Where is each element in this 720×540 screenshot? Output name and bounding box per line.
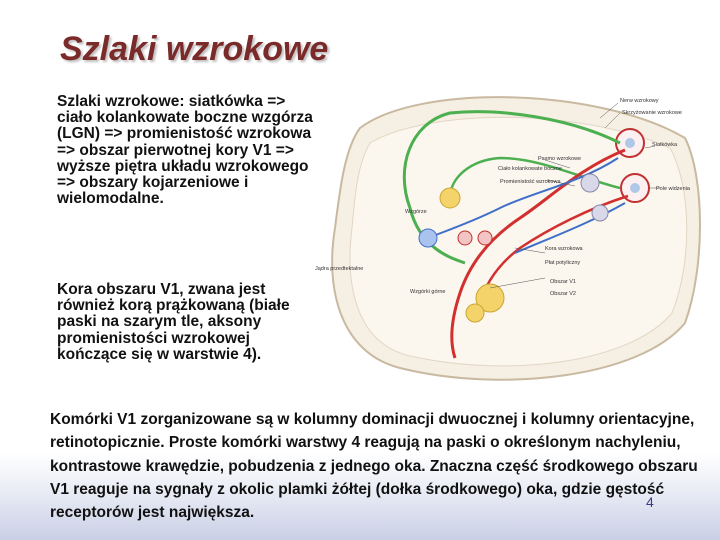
visual-pathway-diagram bbox=[300, 88, 710, 388]
label-retina: Siatkówka bbox=[652, 142, 678, 148]
label-pretectal: Jądra przedtektalne bbox=[315, 266, 364, 272]
label-occipital-lobe: Płat potyliczny bbox=[545, 260, 581, 266]
paragraph-striate-cortex: Kora obszaru V1, zwana jest również korą prążkowaną (białe paski na szarym tle, aksony promienistości wzrokowej kończące się w warstwie 4). bbox=[57, 281, 290, 363]
label-optic-tract: Pasmo wzrokowe bbox=[538, 156, 582, 162]
label-thalamus: Wzgórze bbox=[405, 209, 427, 215]
paragraph-visual-pathways: Szlaki wzrokowe: siatkówka => ciało kolankowate boczne wzgórza (LGN) => promienistość wzrokowa => obszar pierwotnej kory V1 => wyższe piętra układu wzrokowego => obszary kojarzeniowe i wielomodalne. bbox=[57, 93, 313, 208]
page-number: 4 bbox=[646, 494, 654, 510]
nucleus-grey-2 bbox=[592, 205, 608, 221]
label-lgn: Ciało kolankowate boczne bbox=[498, 166, 562, 172]
nucleus-pink-2 bbox=[478, 231, 492, 245]
nucleus-pink-1 bbox=[458, 231, 472, 245]
lgn-nucleus bbox=[440, 188, 460, 208]
slide-title: Szlaki wzrokowe bbox=[60, 30, 329, 68]
nucleus-grey-1 bbox=[581, 174, 599, 192]
v1-area-2 bbox=[466, 304, 484, 322]
label-visual-field: Pole widzenia bbox=[656, 186, 690, 192]
label-optic-radiation: Promienistość wzrokowa bbox=[500, 179, 561, 185]
paragraph-v1-columns: Komórki V1 zorganizowane są w kolumny dominacji dwuocznej i kolumny orientacyjne, retinotopicznie. Proste komórki warstwy 4 reagują na paski o określonym nachyleniu, kontrastowe krawędzie, pobudzenia z jednego oka. Znaczna część środkowego obszaru V1 reaguje na sygnały z okolic plamki żółtej (dołka środkowego) oka, gdzie gęstość receptorów jest największa. bbox=[50, 411, 698, 522]
label-optic-nerve: Nerw wzrokowy bbox=[620, 98, 659, 104]
nucleus-blue bbox=[419, 229, 437, 247]
label-visual-cortex: Kora wzrokowa bbox=[545, 246, 583, 252]
label-v1: Obszar V1 bbox=[550, 279, 576, 285]
label-superior-colliculus: Wzgórki górne bbox=[410, 289, 446, 295]
label-optic-chiasm: Skrzyżowanie wzrokowe bbox=[622, 110, 682, 116]
label-v2: Obszar V2 bbox=[550, 291, 576, 297]
